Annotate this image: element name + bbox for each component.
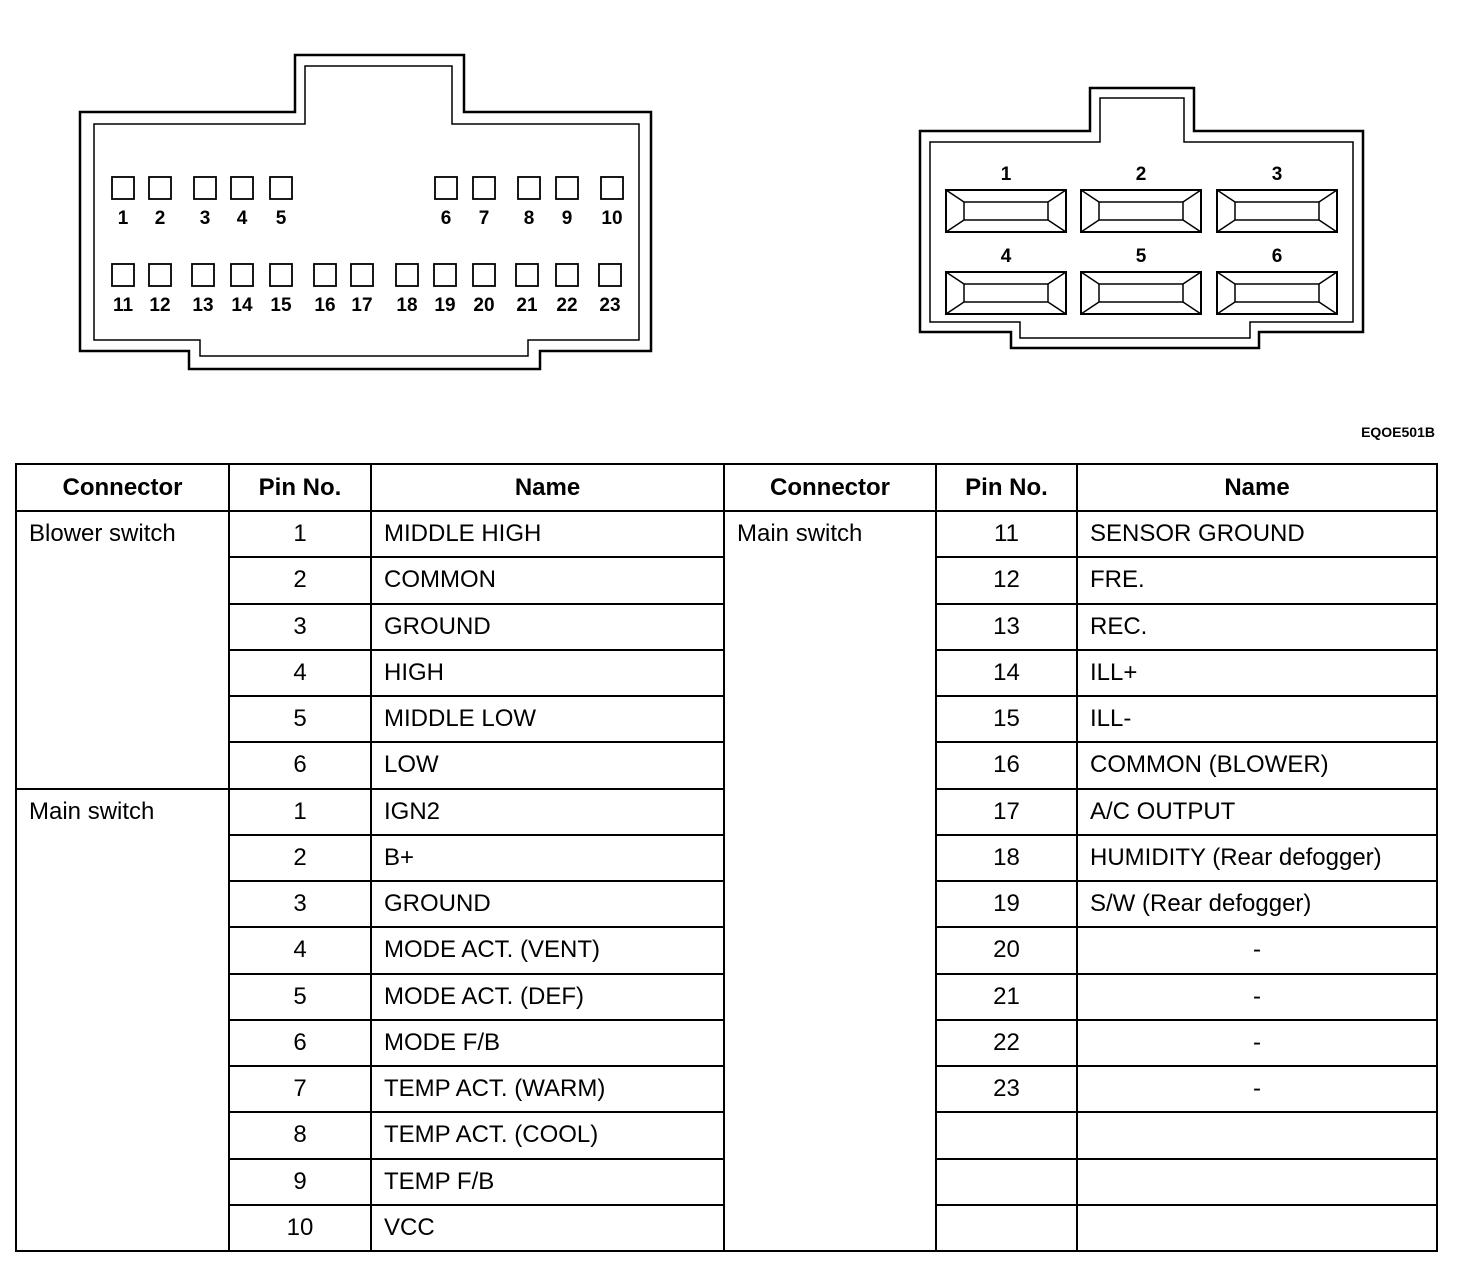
left-pin-cell: 5: [229, 696, 371, 742]
right-name-cell: S/W (Rear defogger): [1077, 881, 1437, 927]
terminal-bevel: [1048, 220, 1066, 232]
left-name-cell: B+: [371, 835, 724, 881]
connector-6-pin-label: 5: [1135, 246, 1147, 267]
terminal-bevel: [1048, 272, 1066, 284]
connector-23-top-pin-label: 6: [440, 208, 452, 229]
header-name-left: Name: [371, 464, 724, 511]
connector-23-top-pin-label: 3: [199, 208, 211, 229]
left-name-cell: MODE ACT. (DEF): [371, 974, 724, 1020]
right-pin-cell: 23: [936, 1066, 1077, 1112]
terminal-bevel: [1081, 302, 1099, 314]
left-pin-cell: 4: [229, 650, 371, 696]
terminal-blade: [964, 284, 1048, 302]
cavity-23: [599, 264, 621, 286]
right-pin-cell: 16: [936, 742, 1077, 788]
terminal-bevel: [1081, 220, 1099, 232]
header-name-right: Name: [1077, 464, 1437, 511]
connector-diagrams: [0, 0, 1472, 460]
connector-23-bottom-pin-label: 16: [314, 295, 336, 316]
terminal-blade: [1099, 284, 1183, 302]
terminal-bevel: [1081, 272, 1099, 284]
right-connector-cell: Main switch: [724, 511, 936, 1251]
connector-23-bottom-pin-label: 21: [516, 295, 538, 316]
cavity-11: [112, 264, 134, 286]
connector-23-bottom-pin-label: 17: [351, 295, 373, 316]
header-connector-right: Connector: [724, 464, 936, 511]
right-name-cell: -: [1077, 974, 1437, 1020]
left-name-cell: GROUND: [371, 604, 724, 650]
right-name-cell: -: [1077, 1020, 1437, 1066]
right-name-cell: SENSOR GROUND: [1077, 511, 1437, 557]
connector-6-pin-label: 4: [1000, 246, 1012, 267]
left-pin-cell: 7: [229, 1066, 371, 1112]
terminal-bevel: [1183, 302, 1201, 314]
right-pin-cell: 19: [936, 881, 1077, 927]
right-name-cell: [1077, 1205, 1437, 1251]
cavity-21: [516, 264, 538, 286]
right-name-cell: COMMON (BLOWER): [1077, 742, 1437, 788]
figure-code: EQOE501B: [1361, 424, 1435, 440]
cavity-13: [192, 264, 214, 286]
cavity-2: [149, 177, 171, 199]
right-pin-cell: 20: [936, 927, 1077, 973]
cavity-17: [351, 264, 373, 286]
terminal-bevel: [1183, 272, 1201, 284]
right-name-cell: ILL+: [1077, 650, 1437, 696]
terminal-bevel: [1319, 302, 1337, 314]
cavity-4: [231, 177, 253, 199]
terminal-bevel: [1048, 302, 1066, 314]
left-pin-cell: 5: [229, 974, 371, 1020]
terminal-bevel: [946, 190, 964, 202]
right-name-cell: ILL-: [1077, 696, 1437, 742]
cavity-19: [434, 264, 456, 286]
terminal-bevel: [1081, 190, 1099, 202]
right-pin-cell: 18: [936, 835, 1077, 881]
connector-23-bottom-pin-label: 15: [270, 295, 292, 316]
left-name-cell: MODE F/B: [371, 1020, 724, 1066]
header-pin-left: Pin No.: [229, 464, 371, 511]
left-pin-cell: 3: [229, 881, 371, 927]
left-name-cell: TEMP ACT. (WARM): [371, 1066, 724, 1112]
connector-23-bottom-pin-label: 14: [231, 295, 253, 316]
cavity-15: [270, 264, 292, 286]
terminal-bevel: [946, 272, 964, 284]
terminal-bevel: [1319, 190, 1337, 202]
connector-23-top-pin-label: 9: [561, 208, 573, 229]
right-pin-cell: 15: [936, 696, 1077, 742]
left-name-cell: TEMP ACT. (COOL): [371, 1112, 724, 1158]
table-row: [16, 511, 1437, 557]
connector-23-top-pin-label: 7: [478, 208, 490, 229]
cavity-6: [435, 177, 457, 199]
right-name-cell: -: [1077, 927, 1437, 973]
right-name-cell: [1077, 1112, 1437, 1158]
connector-6-pin-label: 6: [1271, 246, 1283, 267]
left-pin-cell: 4: [229, 927, 371, 973]
right-pin-cell: 17: [936, 789, 1077, 835]
connector-23-top-pin-label: 5: [275, 208, 287, 229]
header-pin-right: Pin No.: [936, 464, 1077, 511]
left-pin-cell: 2: [229, 557, 371, 603]
cavity-22: [556, 264, 578, 286]
right-pin-cell: [936, 1112, 1077, 1158]
right-pin-cell: 13: [936, 604, 1077, 650]
left-name-cell: HIGH: [371, 650, 724, 696]
connector-6-pin-terminals: [946, 164, 1337, 314]
terminal-bevel: [1217, 272, 1235, 284]
left-pin-cell: 8: [229, 1112, 371, 1158]
terminal-bevel: [946, 302, 964, 314]
cavity-5: [270, 177, 292, 199]
connector-23-pin-cavities: [112, 177, 623, 316]
cavity-14: [231, 264, 253, 286]
terminal-bevel: [1319, 272, 1337, 284]
cavity-10: [601, 177, 623, 199]
cavity-8: [518, 177, 540, 199]
terminal-bevel: [1183, 190, 1201, 202]
cavity-20: [473, 264, 495, 286]
cavity-12: [149, 264, 171, 286]
connector-6-pin-label: 2: [1135, 164, 1147, 185]
right-name-cell: [1077, 1159, 1437, 1205]
left-name-cell: TEMP F/B: [371, 1159, 724, 1205]
connector-23-bottom-pin-label: 18: [396, 295, 418, 316]
connector-23-top-pin-label: 1: [117, 208, 129, 229]
left-connector-cell: Main switch: [16, 789, 229, 1252]
right-name-cell: HUMIDITY (Rear defogger): [1077, 835, 1437, 881]
terminal-bevel: [1217, 302, 1235, 314]
connector-23-top-pin-label: 10: [601, 208, 623, 229]
left-name-cell: MIDDLE LOW: [371, 696, 724, 742]
left-pin-cell: 6: [229, 742, 371, 788]
right-pin-cell: 12: [936, 557, 1077, 603]
left-pin-cell: 6: [229, 1020, 371, 1066]
left-pin-cell: 1: [229, 789, 371, 835]
terminal-blade: [1235, 284, 1319, 302]
terminal-blade: [1099, 202, 1183, 220]
terminal-blade: [964, 202, 1048, 220]
left-name-cell: COMMON: [371, 557, 724, 603]
right-pin-cell: [936, 1205, 1077, 1251]
cavity-18: [396, 264, 418, 286]
connector-23-bottom-pin-label: 22: [556, 295, 578, 316]
connector-23-bottom-pin-label: 11: [112, 295, 134, 316]
terminal-bevel: [1319, 220, 1337, 232]
connector-23-bottom-pin-label: 19: [434, 295, 456, 316]
left-name-cell: IGN2: [371, 789, 724, 835]
header-connector-left: Connector: [16, 464, 229, 511]
left-pin-cell: 2: [229, 835, 371, 881]
cavity-16: [314, 264, 336, 286]
terminal-bevel: [1217, 190, 1235, 202]
connector-6-pin-label: 1: [1000, 164, 1012, 185]
left-pin-cell: 1: [229, 511, 371, 557]
right-pin-cell: 14: [936, 650, 1077, 696]
terminal-bevel: [946, 220, 964, 232]
right-name-cell: REC.: [1077, 604, 1437, 650]
right-pin-cell: [936, 1159, 1077, 1205]
connector-23-top-pin-label: 8: [523, 208, 535, 229]
terminal-blade: [1235, 202, 1319, 220]
connector-23-top-pin-label: 2: [154, 208, 166, 229]
terminal-bevel: [1217, 220, 1235, 232]
cavity-1: [112, 177, 134, 199]
left-pin-cell: 10: [229, 1205, 371, 1251]
right-name-cell: A/C OUTPUT: [1077, 789, 1437, 835]
connector-23-bottom-pin-label: 12: [149, 295, 171, 316]
connector-23-bottom-pin-label: 20: [473, 295, 495, 316]
connector-23-top-pin-label: 4: [236, 208, 248, 229]
left-name-cell: GROUND: [371, 881, 724, 927]
left-name-cell: LOW: [371, 742, 724, 788]
left-pin-cell: 3: [229, 604, 371, 650]
pin-table: [15, 463, 1438, 1252]
connector-23-bottom-pin-label: 13: [192, 295, 214, 316]
right-pin-cell: 22: [936, 1020, 1077, 1066]
left-name-cell: MODE ACT. (VENT): [371, 927, 724, 973]
right-pin-cell: 11: [936, 511, 1077, 557]
left-name-cell: MIDDLE HIGH: [371, 511, 724, 557]
left-connector-cell: Blower switch: [16, 511, 229, 789]
connector-6-pin: [920, 88, 1363, 348]
right-name-cell: FRE.: [1077, 557, 1437, 603]
right-pin-cell: 21: [936, 974, 1077, 1020]
left-name-cell: VCC: [371, 1205, 724, 1251]
cavity-9: [556, 177, 578, 199]
connector-23-bottom-pin-label: 23: [599, 295, 621, 316]
cavity-7: [473, 177, 495, 199]
terminal-bevel: [1048, 190, 1066, 202]
right-name-cell: -: [1077, 1066, 1437, 1112]
terminal-bevel: [1183, 220, 1201, 232]
left-pin-cell: 9: [229, 1159, 371, 1205]
connector-6-pin-label: 3: [1271, 164, 1283, 185]
table-header-row: [16, 464, 1437, 511]
cavity-3: [194, 177, 216, 199]
